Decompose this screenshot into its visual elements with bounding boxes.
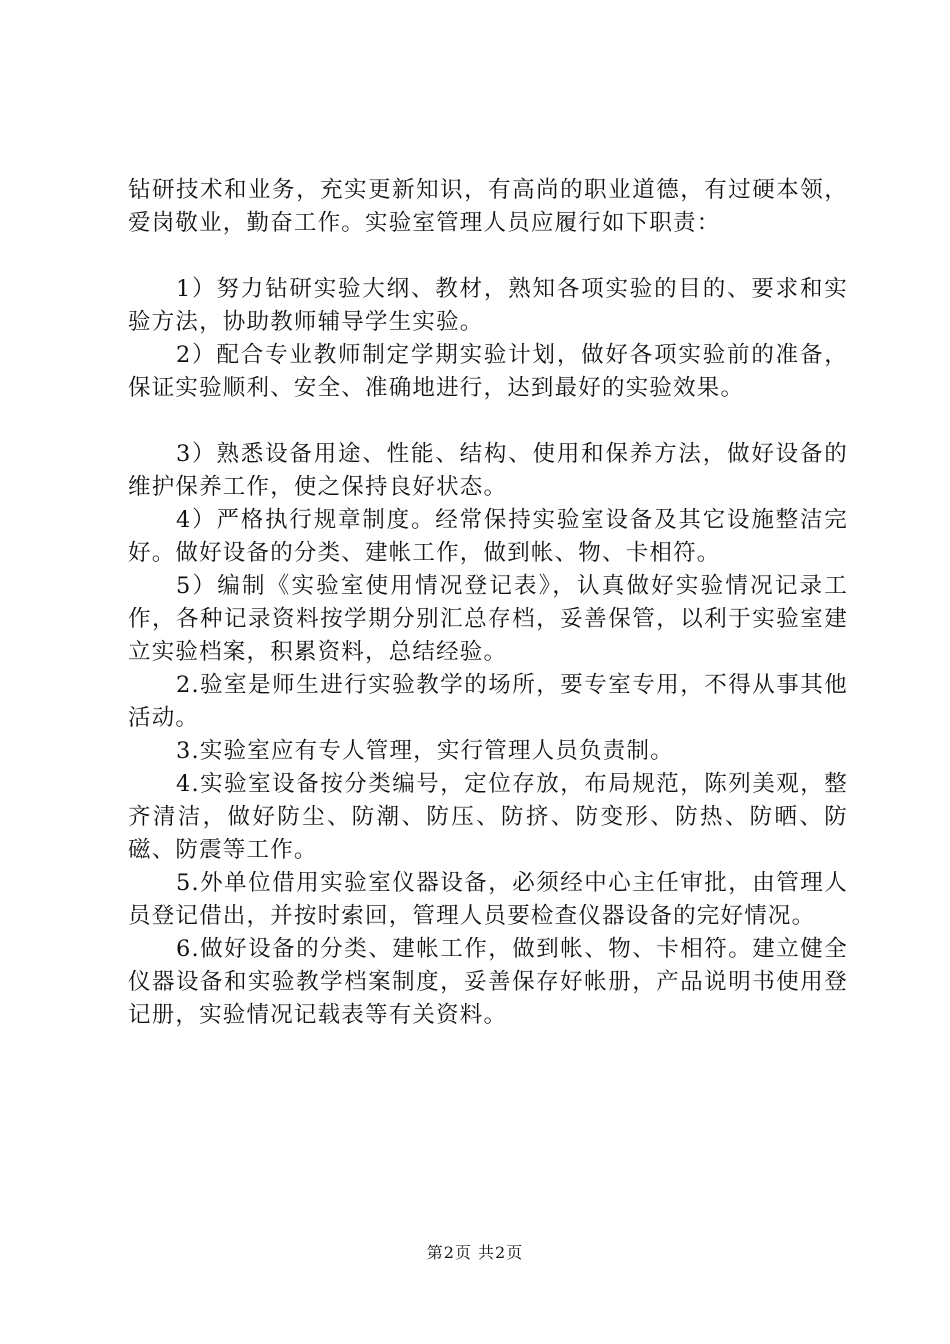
paragraph-rule-3: 3.实验室应有专人管理，实行管理人员负责制。 — [176, 738, 674, 764]
paragraph-duty-5: 5）编制《实验室使用情况登记表》，认真做好实验情况记录工作，各种记录资料按学期分别汇总存档，妥善保管，以利于实验室建立实验档案，积累资料，总结经验。 — [128, 573, 848, 665]
paragraph-duty-2: 2）配合专业教师制定学期实验计划，做好各项实验前的准备，保证实验顺利、安全、准确地进行，达到最好的实验效果。 — [128, 342, 848, 401]
paragraph-intro: 钻研技术和业务，充实更新知识，有高尚的职业道德，有过硬本领，爱岗敬业，勤奋工作。实验室管理人员应履行如下职责： — [128, 177, 848, 236]
paragraph-rule-4: 4.实验室设备按分类编号，定位存放，布局规范，陈列美观，整齐清洁，做好防尘、防潮、防压、防挤、防变形、防热、防晒、防磁、防震等工作。 — [128, 771, 848, 863]
paragraph-rule-5: 5.外单位借用实验室仪器设备，必须经中心主任审批，由管理人员登记借出，并按时索回，管理人员要检查仪器设备的完好情况。 — [128, 870, 848, 929]
document-body — [128, 174, 848, 1032]
paragraph-duty-3: 3）熟悉设备用途、性能、结构、使用和保养方法，做好设备的维护保养工作，使之保持良好状态。 — [128, 441, 848, 500]
paragraph-rule-6: 6.做好设备的分类、建帐工作，做到帐、物、卡相符。建立健全仪器设备和实验教学档案制度，妥善保存好帐册，产品说明书使用登记册，实验情况记载表等有关资料。 — [128, 936, 848, 1028]
page-number-footer: 第2页 共2页 — [426, 1243, 524, 1262]
paragraph-duty-1: 1）努力钻研实验大纲、教材，熟知各项实验的目的、要求和实验方法，协助教师辅导学生实验。 — [128, 276, 848, 335]
paragraph-rule-2: 2.验室是师生进行实验教学的场所，要专室专用，不得从事其他活动。 — [128, 672, 848, 731]
paragraph-duty-4: 4）严格执行规章制度。经常保持实验室设备及其它设施整洁完好。做好设备的分类、建帐工作，做到帐、物、卡相符。 — [128, 507, 848, 566]
